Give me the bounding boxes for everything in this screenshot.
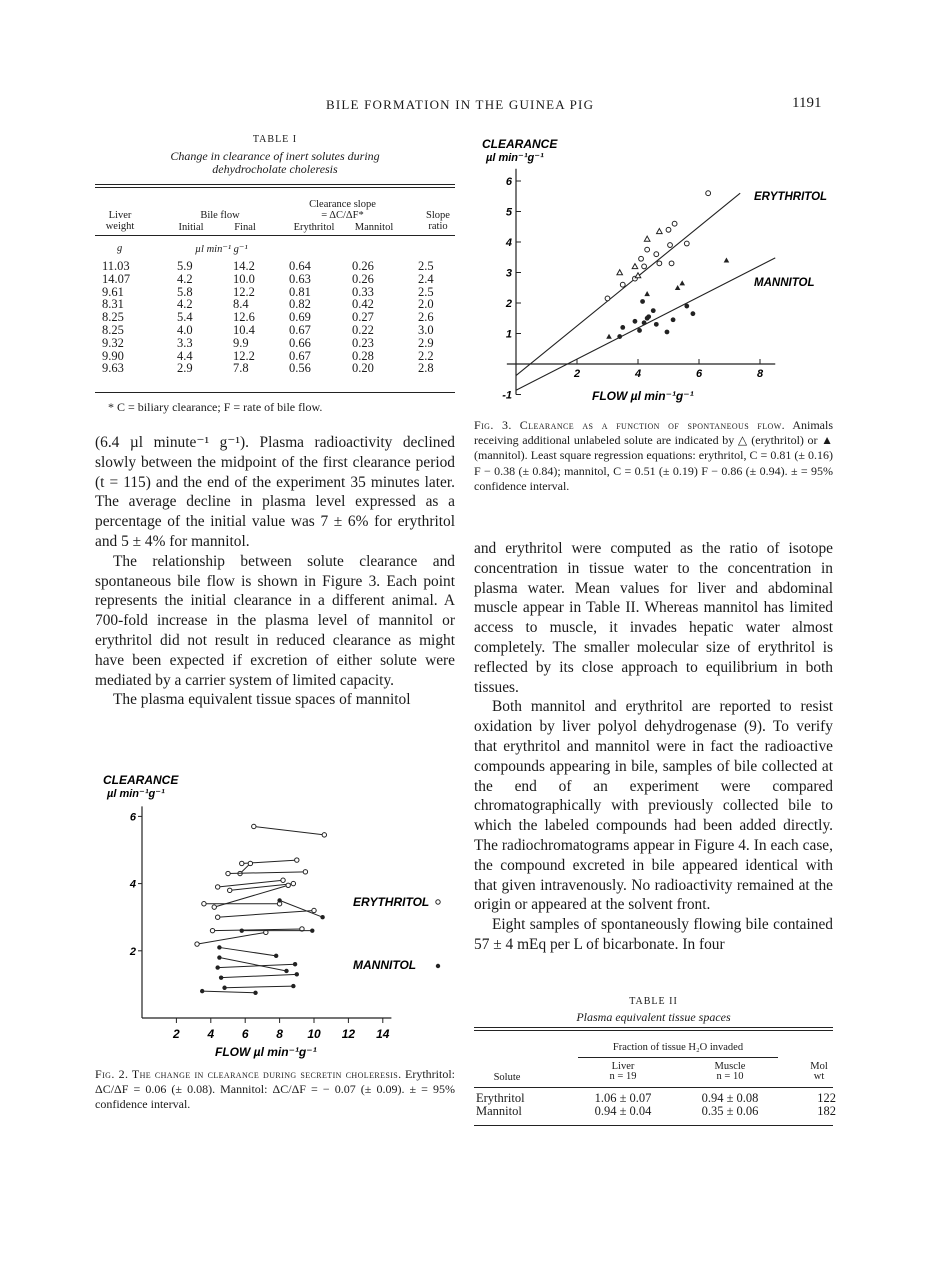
erythritol-point [706, 191, 711, 196]
y-tick-label: 4 [505, 237, 512, 249]
y-tick-label: 5 [505, 206, 512, 219]
mannitol-label: MANNITOL [353, 958, 417, 972]
erythritol-point [322, 833, 326, 837]
table-cell: 0.63 [289, 271, 311, 286]
table-row [102, 298, 458, 311]
erythritol-line-label: ERYTHRITOL [754, 191, 828, 203]
table-cell: 5.9 [177, 259, 193, 273]
table-cell: 3.3 [177, 335, 193, 350]
right-paragraph-2: Both mannitol and erythritol are reported to resist oxidation by liver polyol dehydrogenase (9). To verify that erythritol and mannitol were in fact the radioactive compounds appearing in bile, samples of bile collected at the end of an experiment were compared chromatographically with previously collected bile to which the labeled compounds had been added directly. The radiochromatograms appear in Figure 4. In each case, the compound excreted in bile appeared identical with that given intravenously. No radioactivity remained at the origin or appeared at the solvent front. [474, 698, 833, 914]
table-cell: 12.2 [233, 348, 255, 363]
mannitol-segment [280, 900, 323, 917]
mannitol-point [637, 328, 642, 333]
header-liver-line2: weight [105, 221, 135, 232]
figure-2-caption-title: The change in clearance during secretin choleresis. [131, 1067, 402, 1081]
mannitol-point [219, 975, 223, 979]
table-1-header-mannitol: Mannitol [354, 222, 394, 233]
erythritol-regression-line [516, 193, 740, 375]
mannitol-point [253, 991, 257, 995]
erythritol-point [654, 252, 659, 257]
header-ratio-line1: Slope [426, 210, 450, 221]
erythritol-point [669, 261, 674, 266]
table-cell: 8.25 [102, 322, 124, 337]
erythritol-extra-point [644, 236, 650, 241]
erythritol-point [657, 261, 662, 266]
erythritol-point [666, 227, 671, 232]
table-1-unit-g: g [117, 243, 123, 254]
erythritol-point [605, 296, 610, 301]
mannitol-segment [221, 974, 297, 977]
table-2-header-muscle [690, 1062, 770, 1082]
table-1-title [95, 150, 455, 176]
mannitol-point [665, 330, 670, 335]
erythritol-point [195, 942, 199, 946]
table-cell: 4.2 [177, 297, 193, 312]
y-tick-label: 6 [129, 811, 136, 824]
table-row [102, 273, 458, 286]
erythritol-point [303, 870, 307, 874]
table-cell: 2.6 [418, 310, 434, 325]
table-cell: 2.9 [418, 335, 434, 350]
erythritol-legend-marker [436, 900, 440, 904]
table-cell: 7.8 [233, 361, 249, 376]
table-cell: 0.82 [289, 297, 311, 312]
table-cell: 9.32 [102, 335, 124, 350]
erythritol-point [286, 883, 290, 887]
table-row [102, 286, 458, 299]
table-2-label: TABLE II [629, 996, 678, 1007]
table-cell: 0.67 [289, 348, 311, 363]
right-paragraph-3: Eight samples of spontaneously flowing bile contained 57 ± 4 mEq per L of bicarbonate. In four [474, 916, 833, 953]
figure-2-caption [95, 1067, 455, 1113]
y-tick-label: 2 [505, 298, 512, 310]
mannitol-legend-marker [436, 964, 440, 968]
mannitol-segment [225, 986, 294, 988]
x-tick-label: 10 [307, 1027, 321, 1041]
table-1-title-line2: dehydrocholate choleresis [212, 162, 338, 176]
table-1-body [102, 260, 458, 375]
table-cell: 4.4 [177, 348, 193, 363]
header-mol-line2: wt [813, 1071, 825, 1082]
table-cell: 0.67 [289, 322, 311, 337]
table-cell: 2.8 [418, 361, 434, 376]
y-tick-label: 2 [129, 945, 136, 958]
table-cell: 11.03 [102, 259, 130, 273]
x-tick-label: 2 [173, 1027, 180, 1041]
erythritol-point [668, 243, 673, 248]
left-column-text [95, 433, 455, 710]
table-1-unit-flow: µl min⁻¹ g⁻¹ [195, 244, 248, 255]
header-liver-n: n = 19 [609, 1071, 637, 1082]
mannitol-segment [202, 991, 255, 993]
table-cell: 2.5 [418, 259, 434, 273]
mannitol-point [620, 325, 625, 330]
table-2-header-liver [583, 1062, 663, 1082]
mannitol-line-label: MANNITOL [754, 277, 815, 289]
mannitol-segment [219, 947, 276, 955]
mannitol-point [684, 304, 689, 309]
x-tick-label: 8 [756, 368, 764, 380]
figure-2-chart [95, 762, 457, 1064]
x-axis-label: FLOW µl min⁻¹g⁻¹ [215, 1045, 317, 1059]
erythritol-point [212, 905, 216, 909]
right-column-text [474, 539, 833, 955]
header-muscle-n: n = 10 [716, 1071, 744, 1082]
y-tick-label: -1 [502, 389, 512, 402]
table-cell: 12.2 [233, 284, 255, 299]
mannitol-point [217, 945, 221, 949]
erythritol-point [240, 861, 244, 865]
erythritol-point [281, 878, 285, 882]
mannitol-point [284, 969, 288, 973]
table-1-top-rule-2 [95, 187, 455, 188]
table-1-header-initial: Initial [178, 222, 204, 233]
table-cell: 2.9 [177, 361, 193, 376]
figure-3-caption-title: Clearance as a function of spontaneous flow. [519, 418, 786, 432]
mannitol-point [633, 319, 638, 324]
table-cell: 0.56 [289, 361, 311, 376]
erythritol-point [620, 282, 625, 287]
table-cell: 1.06 ± 0.07 [594, 1091, 652, 1105]
page-number: 1191 [792, 95, 822, 111]
y-axis-unit: µl min⁻¹g⁻¹ [486, 152, 544, 164]
table-cell: 0.28 [352, 348, 374, 363]
mannitol-point [320, 915, 324, 919]
table-cell: 9.63 [102, 361, 124, 376]
table-cell: 9.61 [102, 284, 124, 299]
figure-3-chart [474, 128, 836, 418]
erythritol-extra-point [635, 273, 641, 278]
table-1-header-slope [285, 199, 400, 221]
table-cell: 0.23 [352, 335, 374, 350]
table-1-footnote: * C = biliary clearance; F = rate of bile flow. [108, 400, 323, 414]
table-cell: 4.0 [177, 322, 193, 337]
erythritol-extra-point [617, 270, 623, 275]
table-2-header-molwt [800, 1062, 838, 1082]
mannitol-point [671, 317, 676, 322]
table-cell: 2.4 [418, 271, 434, 286]
mannitol-point [617, 334, 622, 339]
table-cell: 0.27 [352, 310, 374, 325]
table-cell: 0.20 [352, 361, 374, 376]
figure-2-caption-text: Erythritol: ΔC/ΔF = 0.06 (± 0.08). Mannitol: ΔC/ΔF = − 0.07 (± 0.09). ± = 95% confidence interval. [95, 1067, 456, 1112]
y-tick-label: 4 [129, 878, 136, 891]
mannitol-point [277, 898, 281, 902]
y-tick-label: 1 [505, 328, 512, 341]
table-2-top-rule-2 [474, 1030, 833, 1031]
mannitol-extra-point [606, 334, 612, 339]
erythritol-point [215, 915, 219, 919]
table-cell: 5.8 [177, 284, 193, 299]
left-paragraph-2: The relationship between solute clearance and spontaneous bile flow is shown in Figure 3. Each point represents the initial clearance in a different animal. A 700-fold increase in the plasma level of mannitol or erythritol did not result in reduced clearance as might have been expected if excretion of either solute were mediated by a carrier system of limited capacity. [95, 552, 455, 689]
header-muscle: Muscle [714, 1061, 746, 1072]
figure-2-caption-label: Fig. 2. [95, 1067, 129, 1081]
table-1-header-erythritol: Erythritol [293, 222, 335, 233]
y-tick-label: 6 [505, 176, 512, 188]
x-tick-label: 12 [341, 1027, 356, 1041]
header-liver-line1: Liver [108, 210, 132, 221]
table-2-header-solute: Solute [493, 1072, 521, 1083]
table-cell: 8.31 [102, 297, 124, 312]
table-row [102, 350, 458, 363]
erythritol-point [642, 264, 647, 269]
mannitol-point [654, 322, 659, 327]
table-1-title-line1: Change in clearance of inert solutes during [170, 149, 380, 163]
table-row [102, 324, 458, 337]
erythritol-point [291, 881, 295, 885]
erythritol-point [672, 221, 677, 226]
table-1-header-rule [95, 235, 455, 236]
erythritol-point [645, 247, 650, 252]
table-1-header-liver [97, 210, 143, 232]
y-axis-unit: µl min⁻¹g⁻¹ [107, 788, 165, 800]
table-cell: 0.26 [352, 259, 374, 273]
mannitol-extra-point [724, 258, 730, 263]
table-2-fraction-rule [578, 1057, 778, 1058]
erythritol-point [202, 902, 206, 906]
mannitol-extra-point [644, 291, 650, 296]
table-cell: Mannitol [476, 1104, 522, 1118]
table-cell: 2.0 [418, 297, 434, 312]
table-1-header-final: Final [234, 222, 256, 233]
table-cell: 0.81 [289, 284, 311, 299]
table-row [102, 311, 458, 324]
mannitol-point [222, 986, 226, 990]
erythritol-point [684, 241, 689, 246]
erythritol-point [639, 256, 644, 261]
x-axis-label: FLOW µl min⁻¹g⁻¹ [592, 389, 694, 403]
x-tick-label: 6 [241, 1027, 249, 1041]
mannitol-segment [219, 958, 286, 971]
x-tick-label: 6 [695, 368, 703, 380]
table-cell: 10.0 [233, 271, 255, 286]
mannitol-point [291, 984, 295, 988]
y-tick-label: 3 [505, 267, 512, 280]
erythritol-point [215, 885, 219, 889]
mannitol-extra-point [679, 280, 685, 285]
erythritol-point [226, 871, 230, 875]
header-ratio-line2: ratio [428, 221, 448, 232]
y-axis-label: CLEARANCE [482, 137, 558, 151]
table-cell: 12.6 [233, 310, 255, 325]
table-cell: 10.4 [233, 322, 255, 337]
table-cell: 2.2 [418, 348, 434, 363]
erythritol-point [252, 824, 256, 828]
table-1-header-ratio [418, 210, 458, 232]
table-cell: 2.5 [418, 284, 434, 299]
header-mol-line1: Mol [810, 1061, 828, 1072]
table-cell: 8.25 [102, 310, 124, 325]
table-cell: 5.4 [177, 310, 193, 325]
erythritol-point [210, 928, 214, 932]
table-cell: 0.26 [352, 271, 374, 286]
erythritol-point [295, 858, 299, 862]
table-cell: 122 [817, 1091, 836, 1105]
table-2-header-rule [474, 1087, 833, 1088]
erythritol-point [228, 888, 232, 892]
figure-3-caption-text: Animals receiving additional unlabeled solute are indicated by △ (erythritol) or ▲ (mannitol). Least square regression equations: erythritol, C = 0.81 (± 0.16) F − 0.38 (± 0.84); mannitol, C = 0.51 (± 0.19) F − 0.86 (± 0.94). ± = 95% confidence interval. [474, 418, 833, 493]
table-row [102, 260, 458, 273]
table-cell: 0.94 ± 0.04 [594, 1104, 652, 1118]
table-1-top-rule [95, 184, 455, 185]
mannitol-point [200, 989, 204, 993]
mannitol-point [645, 316, 650, 321]
erythritol-segment [197, 932, 266, 944]
left-paragraph-1: (6.4 µl minute⁻¹ g⁻¹). Plasma radioactivity declined slowly between the midpoint of the first clearance period (t = 115) and the end of the experiment 35 minutes later. The average decline in plasma level expressed as a percentage of the initial value was 7 ± 6% for erythritol and 5 ± 4% for mannitol. [95, 434, 455, 550]
mannitol-point [240, 928, 244, 932]
table-cell: 8.4 [233, 297, 249, 312]
mannitol-point [274, 954, 278, 958]
table-cell: Erythritol [476, 1091, 525, 1105]
table-cell: 0.35 ± 0.06 [701, 1104, 759, 1118]
mannitol-point [293, 962, 297, 966]
table-1-label: TABLE I [252, 134, 298, 145]
running-head: BILE FORMATION IN THE GUINEA PIG [326, 97, 595, 112]
figure-3-caption-label: Fig. 3. [474, 418, 512, 432]
table-cell: 14.07 [102, 271, 131, 286]
table-cell: 14.2 [233, 259, 255, 273]
left-paragraph-3: The plasma equivalent tissue spaces of mannitol [113, 691, 411, 709]
table-cell: 9.90 [102, 348, 124, 363]
right-paragraph-1: and erythritol were computed as the ratio of isotope concentration in tissue water to the concentration in plasma water. Mean values for liver and abdominal muscle appear in Table II. Whereas mannitol has limited access to muscle, it invades hepatic water almost completely. The smaller molecular size of erythritol is reflected by its close approach to equilibrium in both tissues. [474, 540, 833, 696]
mannitol-point [651, 308, 656, 313]
x-tick-label: 8 [276, 1027, 283, 1041]
header-slope-line1: Clearance slope [309, 199, 376, 210]
table-cell: 3.0 [418, 322, 434, 337]
table-cell: 4.2 [177, 271, 193, 286]
table-cell: 0.33 [352, 284, 374, 299]
table-cell: 0.66 [289, 335, 311, 350]
mannitol-point [691, 311, 696, 316]
table-1-header-bile-flow: Bile flow [200, 210, 240, 221]
x-tick-label: 4 [207, 1027, 215, 1041]
table-cell: 0.22 [352, 322, 374, 337]
table-cell: 0.64 [289, 259, 311, 273]
mannitol-point [295, 972, 299, 976]
mannitol-point [640, 299, 645, 304]
table-2-top-rule [474, 1027, 833, 1028]
x-tick-label: 4 [634, 368, 642, 380]
table-1-bottom-rule [95, 392, 455, 393]
table-cell: 182 [817, 1104, 836, 1118]
table-cell: 9.9 [233, 335, 249, 350]
erythritol-extra-point [657, 229, 663, 234]
table-cell: 0.42 [352, 297, 374, 312]
y-axis-label: CLEARANCE [103, 773, 179, 787]
mannitol-point [215, 965, 219, 969]
table-cell: 0.94 ± 0.08 [701, 1091, 759, 1105]
x-tick-label: 2 [573, 368, 581, 380]
table-cell: 0.69 [289, 310, 311, 325]
erythritol-segment [254, 826, 325, 834]
header-liver: Liver [611, 1061, 635, 1072]
erythritol-point [248, 861, 252, 865]
table-2-title: Plasma equivalent tissue spaces [576, 1010, 731, 1024]
x-tick-label: 14 [376, 1027, 390, 1041]
table-2-bottom-rule [474, 1125, 833, 1126]
erythritol-label: ERYTHRITOL [353, 895, 430, 909]
table-row [102, 362, 458, 375]
table-2-header-fraction: Fraction of tissue H₂O invaded [612, 1042, 744, 1053]
erythritol-segment [218, 910, 314, 917]
mannitol-point [310, 928, 314, 932]
header-slope-line2: = ΔC/ΔF* [321, 210, 364, 221]
erythritol-extra-point [632, 264, 638, 269]
mannitol-point [217, 955, 221, 959]
mannitol-extra-point [675, 285, 681, 290]
erythritol-point [312, 908, 316, 912]
mannitol-point [642, 320, 647, 325]
table-row [102, 337, 458, 350]
figure-3-caption [474, 418, 833, 494]
